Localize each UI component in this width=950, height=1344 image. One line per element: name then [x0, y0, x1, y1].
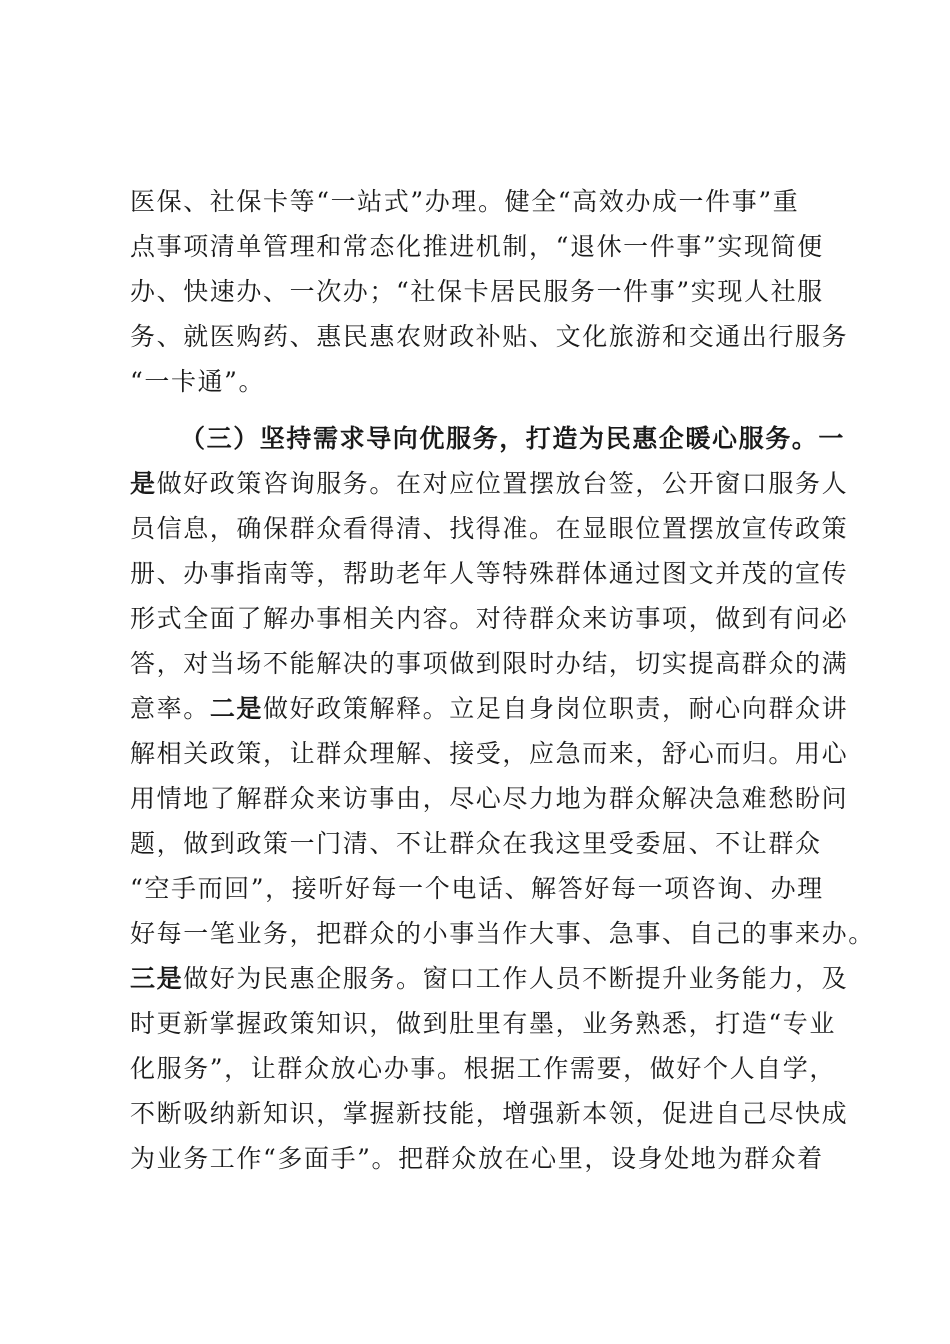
point-three-marker: 三是 — [130, 964, 184, 993]
paragraph2-line-7 — [130, 694, 848, 724]
point-two-marker: 二是 — [209, 694, 264, 723]
point-one-marker-a: 一 — [818, 424, 846, 453]
point-one-marker-b: 是 — [130, 469, 157, 498]
paragraph2-line-16: 不断吸纳新知识，掌握新技能，增强新本领，促进自己尽快成 — [130, 1099, 849, 1128]
paragraph2-line-8: 解相关政策，让群众理解、接受，应急而来，舒心而归。用心 — [130, 739, 849, 768]
paragraph2-line-6: 答，对当场不能解决的事项做到限时办结，切实提高群众的满 — [130, 649, 849, 678]
paragraph1-line-3: 办、快速办、一次办；“社保卡居民服务一件事”实现人社服 — [130, 277, 824, 306]
paragraph1-line-5: “一卡通”。 — [130, 367, 266, 396]
paragraph2-line-17: 为业务工作“多面手”。把群众放在心里，设身处地为群众着 — [130, 1144, 824, 1173]
paragraph2-line-2 — [130, 469, 848, 499]
paragraph2-line-1 — [180, 424, 845, 454]
paragraph2-line-13-rest: 做好为民惠企服务。窗口工作人员不断提升业务能力，及 — [183, 964, 849, 993]
paragraph2-line-10: 题，做到政策一门清、不让群众在我这里受委屈、不让群众 — [130, 829, 822, 858]
paragraph2-line-2-text: 做好政策咨询服务。在对应位置摆放台签，公开窗口服务人 — [156, 469, 849, 498]
paragraph2-line-7-rest: 做好政策解释。立足自身岗位职责，耐心向群众讲 — [263, 694, 849, 723]
paragraph2-line-9: 用情地了解群众来访事由，尽心尽力地为群众解决急难愁盼问 — [130, 784, 849, 813]
paragraph2-line-12: 好每一笔业务，把群众的小事当作大事、急事、自己的事来办。 — [130, 919, 875, 948]
paragraph2-line-7-head: 意率。 — [130, 694, 210, 723]
paragraph2-line-14: 时更新掌握政策知识，做到肚里有墨，业务熟悉，打造“专业 — [130, 1009, 836, 1038]
paragraph2-line-11: “空手而回”，接听好每一个电话、解答好每一项咨询、办理 — [130, 874, 824, 903]
paragraph2-line-3: 员信息，确保群众看得清、找得准。在显眼位置摆放宣传政策 — [130, 514, 849, 543]
paragraph1-line-1: 医保、社保卡等“一站式”办理。健全“高效办成一件事”重 — [130, 187, 800, 216]
paragraph2-line-5: 形式全面了解办事相关内容。对待群众来访事项，做到有问必 — [130, 604, 849, 633]
section-heading: （三）坚持需求导向优服务，打造为民惠企暖心服务。 — [180, 424, 819, 453]
paragraph1-line-4: 务、就医购药、惠民惠农财政补贴、文化旅游和交通出行服务 — [130, 322, 849, 351]
paragraph2-line-13 — [130, 964, 848, 994]
paragraph1-line-2: 点事项清单管理和常态化推进机制，“退休一件事”实现简便 — [130, 232, 824, 261]
paragraph2-line-15: 化服务”，让群众放心办事。根据工作需要，做好个人自学， — [130, 1054, 836, 1083]
paragraph2-line-4: 册、办事指南等，帮助老年人等特殊群体通过图文并茂的宣传 — [130, 559, 849, 588]
